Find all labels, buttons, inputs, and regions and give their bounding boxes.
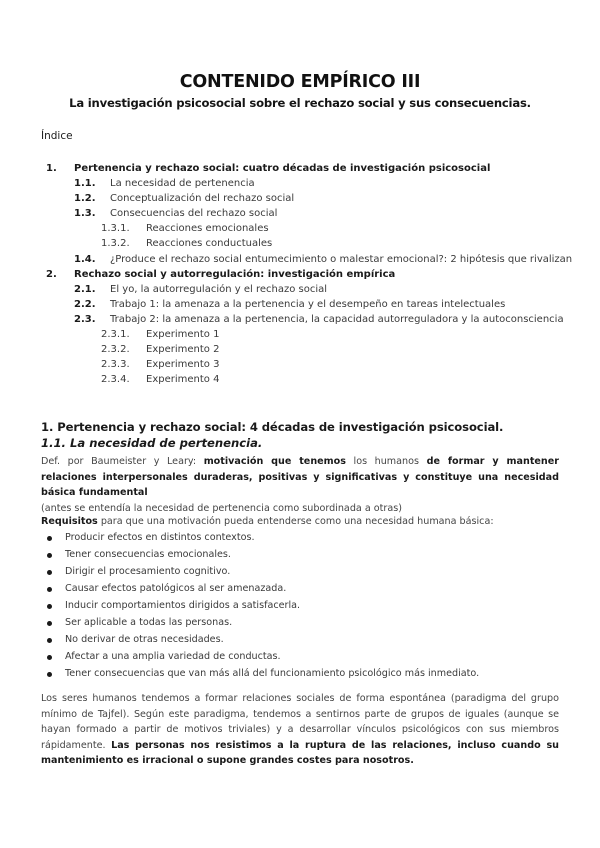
- toc-number: 1.3.1.: [101, 223, 130, 234]
- list-item-text: Tener consecuencias emocionales.: [65, 549, 231, 560]
- toc-label: La necesidad de pertenencia: [110, 178, 255, 189]
- toc-number: 2.3.2.: [101, 344, 130, 355]
- toc-number: 1.2.: [74, 193, 96, 204]
- toc-label: Experimento 3: [146, 359, 220, 370]
- bullet-icon: [47, 570, 52, 575]
- toc-number: 2.2.: [74, 299, 96, 310]
- list-item-text: Afectar a una amplia variedad de conductas.: [65, 651, 281, 662]
- index-heading: Índice: [41, 130, 73, 142]
- definition-note: (antes se entendía la necesidad de pertenencia como subordinada a otras): [41, 502, 402, 514]
- subsection-heading: 1.1. La necesidad de pertenencia.: [41, 436, 263, 450]
- definition-bold-2: de formar y mantener relaciones interpersonales duraderas, positivas y significativas y constituye una necesidad básica fundamental: [41, 456, 559, 499]
- toc-label: Pertenencia y rechazo social: cuatro décadas de investigación psicosocial: [74, 163, 491, 174]
- closing-bold-text: Las personas nos resistimos a la ruptura de las relaciones, incluso cuando su mantenimiento es irracional o supone grandes costes para nosotros.: [41, 739, 559, 767]
- list-item-text: Inducir comportamientos dirigidos a satisfacerla.: [65, 600, 301, 611]
- toc-label: Conceptualización del rechazo social: [110, 193, 295, 204]
- toc-label: Experimento 2: [146, 344, 220, 355]
- requirements-label: Requisitos: [41, 516, 98, 527]
- requirements-intro-text: para que una motivación pueda entenderse como una necesidad humana básica:: [97, 516, 494, 527]
- bullet-icon: [47, 638, 52, 643]
- document-title: CONTENIDO EMPÍRICO III: [179, 72, 421, 92]
- definition-bold-1: motivación que tenemos: [203, 456, 346, 467]
- toc-label: Reacciones conductuales: [146, 238, 273, 249]
- toc-number: 1.1.: [74, 178, 96, 189]
- section-heading: 1. Pertenencia y rechazo social: 4 décadas de investigación psicosocial.: [41, 420, 504, 434]
- toc-label: Experimento 4: [146, 374, 220, 385]
- list-item-text: Ser aplicable a todas las personas.: [65, 617, 233, 628]
- toc-label: Trabajo 2: la amenaza a la pertenencia, la capacidad autorreguladora y la autoconsciencia: [110, 314, 564, 325]
- toc-label: Reacciones emocionales: [146, 223, 269, 234]
- toc-label: El yo, la autorregulación y el rechazo social: [110, 284, 328, 295]
- requirements-intro: [41, 514, 559, 530]
- toc-number: 2.3.1.: [101, 329, 130, 340]
- toc-label: Rechazo social y autorregulación: investigación empírica: [74, 269, 396, 280]
- definition-paragraph: [41, 454, 559, 516]
- toc-number: 2.3.3.: [101, 359, 130, 370]
- closing-paragraph: [41, 691, 559, 769]
- toc-number: 1.4.: [74, 254, 96, 265]
- bullet-icon: [47, 604, 52, 609]
- definition-mid: los humanos: [345, 456, 427, 467]
- bullet-icon: [47, 621, 52, 626]
- bullet-icon: [47, 553, 52, 558]
- toc-number: 1.3.: [74, 208, 96, 219]
- bullet-icon: [47, 672, 52, 677]
- list-item-text: No derivar de otras necesidades.: [65, 634, 224, 645]
- bullet-icon: [47, 587, 52, 592]
- list-item-text: Tener consecuencias que van más allá del funcionamiento psicológico más inmediato.: [65, 668, 480, 679]
- toc-number: 2.3.: [74, 314, 96, 325]
- toc-number: 2.1.: [74, 284, 96, 295]
- closing-text: Los seres humanos tendemos a formar relaciones sociales de forma espontánea (paradigma del grupo mínimo de Tajfel). Según este paradigma, tendemos a sentirnos parte de grupos de iguales (aunque se hayan formado a partir de motivos triviales) y a desarrollar vínculos psicológicos con sus miembros rápidamente.: [41, 693, 559, 751]
- toc-number: 1.: [46, 163, 57, 174]
- toc-number: 2.: [46, 269, 57, 280]
- toc-number: 2.3.4.: [101, 374, 130, 385]
- toc-label: Experimento 1: [146, 329, 220, 340]
- list-item-text: Causar efectos patológicos al ser amenazada.: [65, 583, 287, 594]
- toc-label: ¿Produce el rechazo social entumecimiento o malestar emocional?: 2 hipótesis que rivalizan: [110, 254, 573, 265]
- list-item-text: Dirigir el procesamiento cognitivo.: [65, 566, 231, 577]
- toc-number: 1.3.2.: [101, 238, 130, 249]
- bullet-icon: [47, 536, 52, 541]
- toc-label: Trabajo 1: la amenaza a la pertenencia y el desempeño en tareas intelectuales: [110, 299, 506, 310]
- toc-label: Consecuencias del rechazo social: [110, 208, 278, 219]
- definition-prefix: Def. por Baumeister y Leary:: [41, 456, 204, 467]
- document-subtitle: La investigación psicosocial sobre el rechazo social y sus consecuencias.: [69, 96, 531, 110]
- bullet-icon: [47, 655, 52, 660]
- list-item-text: Producir efectos en distintos contextos.: [65, 532, 255, 543]
